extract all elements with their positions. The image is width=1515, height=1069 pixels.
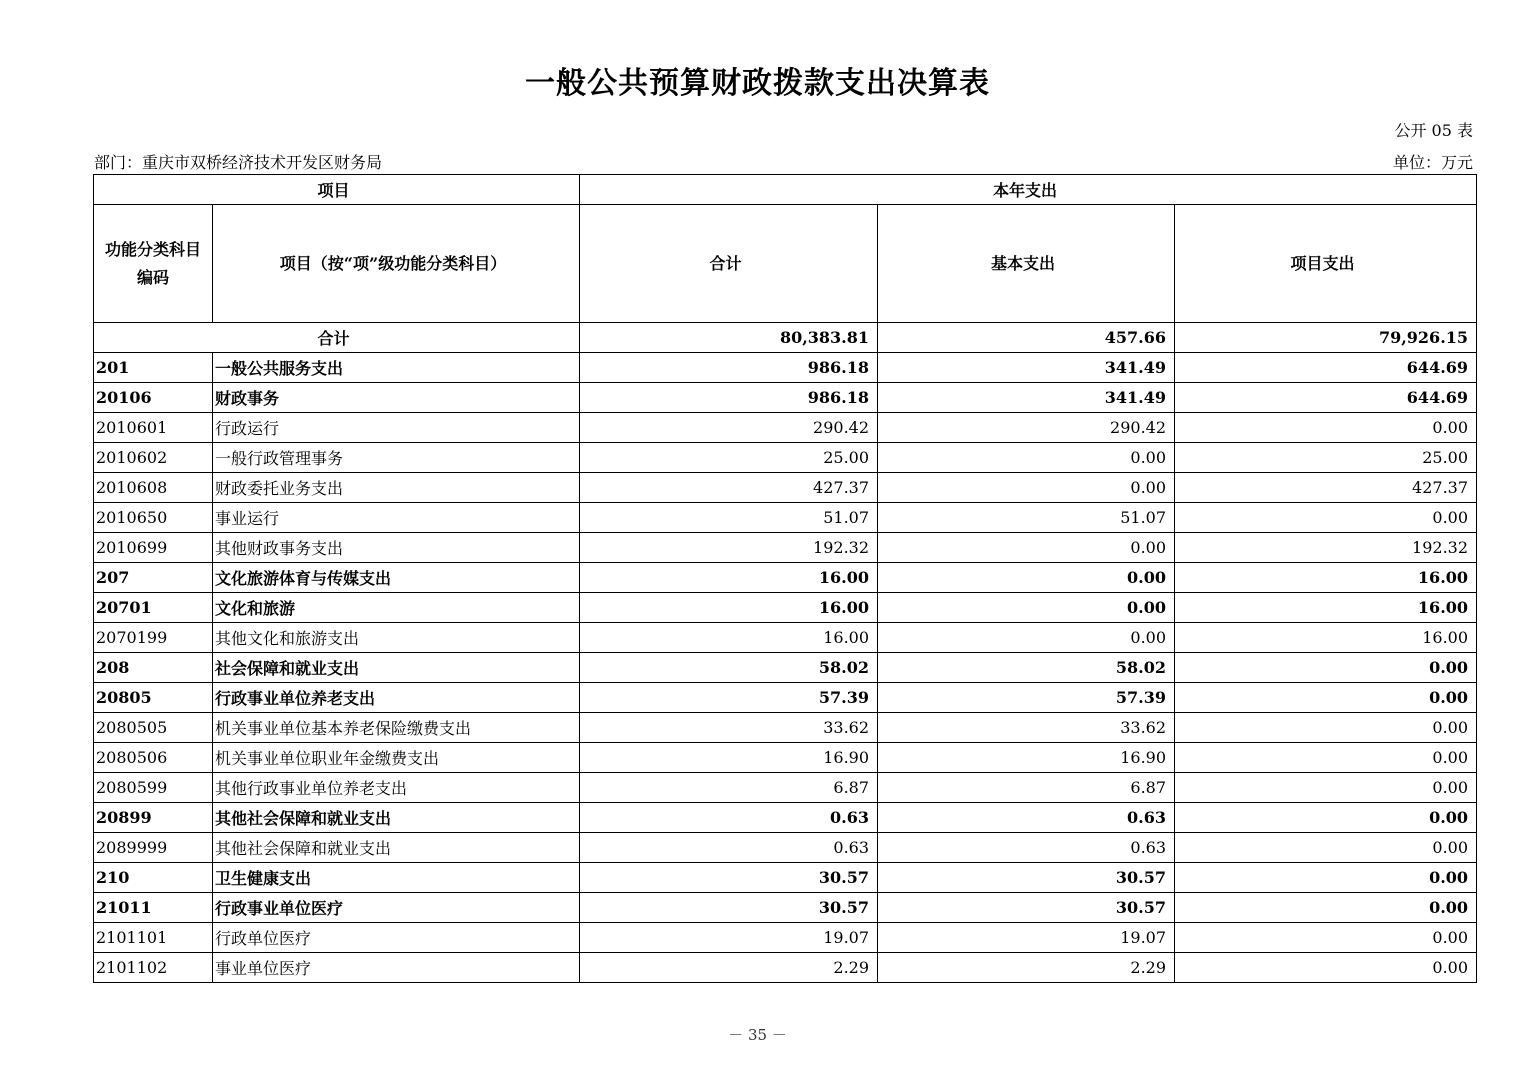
row-name: 事业单位医疗 bbox=[213, 953, 580, 983]
row-basic: 30.57 bbox=[878, 893, 1175, 923]
row-name: 其他社会保障和就业支出 bbox=[213, 833, 580, 863]
unit-label: 单位：万元 bbox=[1392, 153, 1473, 172]
row-code: 2010650 bbox=[94, 503, 213, 533]
row-code: 2101102 bbox=[94, 953, 213, 983]
table-row bbox=[94, 713, 1477, 743]
table-row bbox=[94, 863, 1477, 893]
row-total: 427.37 bbox=[580, 473, 878, 503]
form-number: 公开 05 表 bbox=[1394, 121, 1473, 140]
row-basic: 0.00 bbox=[878, 533, 1175, 563]
table-row bbox=[94, 683, 1477, 713]
total-basic: 457.66 bbox=[878, 323, 1175, 353]
row-basic: 341.49 bbox=[878, 383, 1175, 413]
row-basic: 30.57 bbox=[878, 863, 1175, 893]
row-code: 2010602 bbox=[94, 443, 213, 473]
row-project: 16.00 bbox=[1175, 623, 1477, 653]
row-code: 20805 bbox=[94, 683, 213, 713]
row-total: 16.90 bbox=[580, 743, 878, 773]
row-basic: 0.00 bbox=[878, 593, 1175, 623]
table-row bbox=[94, 743, 1477, 773]
row-basic: 58.02 bbox=[878, 653, 1175, 683]
row-code: 20701 bbox=[94, 593, 213, 623]
table-row bbox=[94, 383, 1477, 413]
row-project: 0.00 bbox=[1175, 833, 1477, 863]
row-total: 290.42 bbox=[580, 413, 878, 443]
table-row bbox=[94, 833, 1477, 863]
total-row bbox=[94, 323, 1477, 353]
row-code: 2080599 bbox=[94, 773, 213, 803]
row-name: 社会保障和就业支出 bbox=[213, 653, 580, 683]
table-row bbox=[94, 773, 1477, 803]
header-total: 合计 bbox=[580, 205, 878, 323]
row-total: 16.00 bbox=[580, 623, 878, 653]
row-code: 210 bbox=[94, 863, 213, 893]
row-total: 986.18 bbox=[580, 353, 878, 383]
row-total: 0.63 bbox=[580, 803, 878, 833]
row-code: 208 bbox=[94, 653, 213, 683]
row-name: 其他财政事务支出 bbox=[213, 533, 580, 563]
row-project: 0.00 bbox=[1175, 713, 1477, 743]
table-row bbox=[94, 533, 1477, 563]
row-code: 201 bbox=[94, 353, 213, 383]
row-code: 207 bbox=[94, 563, 213, 593]
table-row bbox=[94, 653, 1477, 683]
row-basic: 33.62 bbox=[878, 713, 1175, 743]
row-project: 0.00 bbox=[1175, 863, 1477, 893]
row-project: 16.00 bbox=[1175, 563, 1477, 593]
table-row bbox=[94, 803, 1477, 833]
row-project: 0.00 bbox=[1175, 803, 1477, 833]
row-basic: 0.00 bbox=[878, 443, 1175, 473]
row-project: 0.00 bbox=[1175, 923, 1477, 953]
row-basic: 0.00 bbox=[878, 563, 1175, 593]
row-total: 58.02 bbox=[580, 653, 878, 683]
row-code: 2080505 bbox=[94, 713, 213, 743]
row-name: 文化和旅游 bbox=[213, 593, 580, 623]
row-basic: 51.07 bbox=[878, 503, 1175, 533]
row-total: 30.57 bbox=[580, 863, 878, 893]
header-project-expense: 项目支出 bbox=[1175, 205, 1477, 323]
row-total: 19.07 bbox=[580, 923, 878, 953]
row-basic: 6.87 bbox=[878, 773, 1175, 803]
row-code: 2010699 bbox=[94, 533, 213, 563]
row-total: 25.00 bbox=[580, 443, 878, 473]
row-total: 192.32 bbox=[580, 533, 878, 563]
row-project: 16.00 bbox=[1175, 593, 1477, 623]
total-project: 79,926.15 bbox=[1175, 323, 1477, 353]
row-basic: 2.29 bbox=[878, 953, 1175, 983]
row-project: 427.37 bbox=[1175, 473, 1477, 503]
header-project: 项目 bbox=[94, 175, 580, 205]
header-code: 功能分类科目编码 bbox=[94, 205, 213, 323]
row-basic: 0.63 bbox=[878, 833, 1175, 863]
row-basic: 341.49 bbox=[878, 353, 1175, 383]
row-name: 卫生健康支出 bbox=[213, 863, 580, 893]
row-total: 33.62 bbox=[580, 713, 878, 743]
row-project: 0.00 bbox=[1175, 503, 1477, 533]
row-basic: 16.90 bbox=[878, 743, 1175, 773]
row-code: 2010608 bbox=[94, 473, 213, 503]
row-code: 2101101 bbox=[94, 923, 213, 953]
table-row bbox=[94, 443, 1477, 473]
row-code: 21011 bbox=[94, 893, 213, 923]
row-total: 30.57 bbox=[580, 893, 878, 923]
row-basic: 57.39 bbox=[878, 683, 1175, 713]
row-project: 644.69 bbox=[1175, 353, 1477, 383]
row-total: 6.87 bbox=[580, 773, 878, 803]
row-name: 财政事务 bbox=[213, 383, 580, 413]
row-name: 文化旅游体育与传媒支出 bbox=[213, 563, 580, 593]
row-total: 2.29 bbox=[580, 953, 878, 983]
row-name: 一般公共服务支出 bbox=[213, 353, 580, 383]
table-row bbox=[94, 893, 1477, 923]
row-project: 0.00 bbox=[1175, 953, 1477, 983]
total-sum: 80,383.81 bbox=[580, 323, 878, 353]
table-row bbox=[94, 473, 1477, 503]
row-basic: 0.00 bbox=[878, 473, 1175, 503]
row-project: 0.00 bbox=[1175, 653, 1477, 683]
table-row bbox=[94, 593, 1477, 623]
table-row bbox=[94, 923, 1477, 953]
row-code: 2010601 bbox=[94, 413, 213, 443]
row-basic: 290.42 bbox=[878, 413, 1175, 443]
row-code: 2070199 bbox=[94, 623, 213, 653]
row-project: 644.69 bbox=[1175, 383, 1477, 413]
row-name: 其他文化和旅游支出 bbox=[213, 623, 580, 653]
department-label: 部门：重庆市双桥经济技术开发区财务局 bbox=[94, 153, 383, 172]
row-name: 机关事业单位基本养老保险缴费支出 bbox=[213, 713, 580, 743]
header-current-year: 本年支出 bbox=[580, 175, 1477, 205]
table-row bbox=[94, 503, 1477, 533]
row-code: 2080506 bbox=[94, 743, 213, 773]
row-project: 0.00 bbox=[1175, 413, 1477, 443]
row-project: 0.00 bbox=[1175, 893, 1477, 923]
table-row bbox=[94, 623, 1477, 653]
header-item: 项目（按“项”级功能分类科目） bbox=[213, 205, 580, 323]
row-project: 192.32 bbox=[1175, 533, 1477, 563]
row-basic: 0.63 bbox=[878, 803, 1175, 833]
total-label: 合计 bbox=[94, 323, 580, 353]
row-total: 0.63 bbox=[580, 833, 878, 863]
row-total: 986.18 bbox=[580, 383, 878, 413]
header-row-1 bbox=[94, 175, 1477, 205]
row-code: 2089999 bbox=[94, 833, 213, 863]
row-total: 16.00 bbox=[580, 593, 878, 623]
row-project: 0.00 bbox=[1175, 773, 1477, 803]
row-basic: 19.07 bbox=[878, 923, 1175, 953]
row-name: 事业运行 bbox=[213, 503, 580, 533]
table-row bbox=[94, 413, 1477, 443]
row-project: 0.00 bbox=[1175, 743, 1477, 773]
row-basic: 0.00 bbox=[878, 623, 1175, 653]
row-name: 行政单位医疗 bbox=[213, 923, 580, 953]
row-total: 51.07 bbox=[580, 503, 878, 533]
row-code: 20899 bbox=[94, 803, 213, 833]
row-name: 财政委托业务支出 bbox=[213, 473, 580, 503]
table-row bbox=[94, 953, 1477, 983]
table-row bbox=[94, 563, 1477, 593]
row-name: 行政事业单位养老支出 bbox=[213, 683, 580, 713]
page-number: － 35 － bbox=[728, 1026, 787, 1044]
header-basic: 基本支出 bbox=[878, 205, 1175, 323]
row-name: 行政事业单位医疗 bbox=[213, 893, 580, 923]
row-name: 一般行政管理事务 bbox=[213, 443, 580, 473]
row-name: 行政运行 bbox=[213, 413, 580, 443]
row-name: 其他行政事业单位养老支出 bbox=[213, 773, 580, 803]
row-name: 其他社会保障和就业支出 bbox=[213, 803, 580, 833]
table-row bbox=[94, 353, 1477, 383]
row-project: 0.00 bbox=[1175, 683, 1477, 713]
row-name: 机关事业单位职业年金缴费支出 bbox=[213, 743, 580, 773]
row-code: 20106 bbox=[94, 383, 213, 413]
expenditure-table bbox=[93, 174, 1477, 983]
row-total: 16.00 bbox=[580, 563, 878, 593]
header-row-2 bbox=[94, 205, 1477, 323]
row-total: 57.39 bbox=[580, 683, 878, 713]
page-title: 一般公共预算财政拨款支出决算表 bbox=[525, 66, 990, 101]
row-project: 25.00 bbox=[1175, 443, 1477, 473]
